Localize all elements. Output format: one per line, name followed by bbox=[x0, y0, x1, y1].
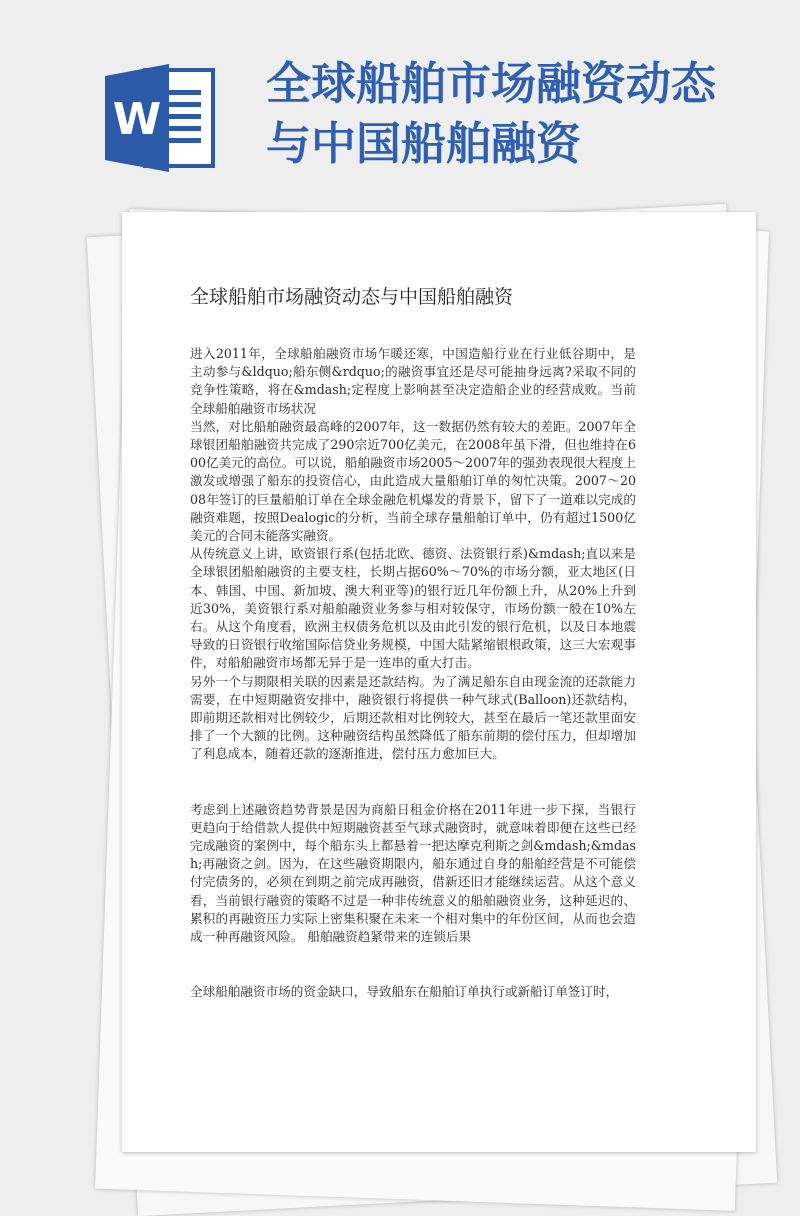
document-title: 全球船舶市场融资动态与中国船舶融资 bbox=[190, 286, 514, 308]
paragraph: 另外一个与期限相关联的因素是还款结构。为了满足船东自由现金流的还款能力需要，在中短期融资安排中，融资银行将提供一种气球式(Balloon)还款结构，即前期还款相对比例较少，后期还款相对比例较大，甚至在最后一笔还款里面安排了一个大额的比例。这种融资结构虽然降低了船东前期的偿付压力，但却增加了利息成本，随着还款的逐渐推进，偿付压力愈加巨大。 bbox=[190, 673, 636, 762]
paragraph: 全球船舶融资市场的资金缺口，导致船东在船舶订单执行或新船订单签订时， bbox=[190, 984, 619, 1000]
banner-title-line1: 全球船舶市场融资动态 bbox=[266, 57, 717, 110]
paragraph: 从传统意义上讲，欧资银行系(包括北欧、德资、法资银行系)&mdash;直以来是全球银团船舶融资的主要支柱，长期占据60%～70%的市场分额，亚太地区(日本、韩国、中国、新加坡、澳大利亚等)的银行近几年份额上升，从20%上升到近30%，美资银行系对船舶融资业务参与相对较保守，市场份额一般在10%左右。从这个角度看，欧洲主权债务危机以及由此引发的银行危机，以及日本地震导致的日资银行收缩国际信贷业务规模，中国大陆紧缩银根政策，这三大宏观事件，对船舶融资市场都无异于是一连串的重大打击。 bbox=[190, 546, 636, 671]
word-logo-letter: W bbox=[112, 94, 162, 145]
document-page bbox=[122, 212, 756, 1152]
banner bbox=[0, 0, 800, 200]
banner-title-line2: 与中国船舶融资 bbox=[266, 117, 582, 170]
paragraph: 进入2011年，全球船舶融资市场乍暖还寒，中国造船行业在行业低谷期中，是主动参与&ldquo;船东侧&rdquo;的融资事宜还是尽可能抽身远离?采取不同的竞争性策略，将在&mdash;定程度上影响甚至决定造船企业的经营成败。当前全球船舶融资市场状况 bbox=[190, 346, 636, 416]
banner-title bbox=[266, 54, 716, 174]
paragraph: 考虑到上述融资趋势背景是因为商船日租金价格在2011年进一步下探，当银行更趋向于给借款人提供中短期融资甚至气球式融资时，就意味着即便在这些已经完成融资的案例中，每个船东头上都悬着一把达摩克利斯之剑&mdash;&mdash;再融资之剑。因为，在这些融资期限内，船东通过自身的船舶经营是不可能偿付完债务的，必须在到期之前完成再融资，借新还旧才能继续运营。从这个意义看，当前银行融资的策略不过是一种非传统意义的船舶融资业务，这种延迟的、累积的再融资压力实际上密集积聚在未来一个相对集中的年份区间，从而也会造成一种再融资风险。 船舶融资趋紧带来的连锁后果 bbox=[190, 801, 636, 945]
document-body bbox=[190, 345, 636, 1002]
word-document-icon bbox=[103, 58, 223, 178]
paragraph: 当然，对比船舶融资最高峰的2007年，这一数据仍然有较大的差距。2007年全球银团船舶融资共完成了290宗近700亿美元，在2008年虽下滑，但也维持在600亿美元的高位。可以说，船舶融资市场2005～2007年的强劲表现很大程度上激发或增强了船东的投资信心，由此造成大量船舶订单的匆忙决策。2007～2008年签订的巨量船舶订单在全球金融危机爆发的背景下，留下了一道难以完成的融资难题，按照Dealogic的分析，当前全球存量船舶订单中，仍有超过1500亿美元的合同未能落实融资。 bbox=[190, 418, 636, 544]
